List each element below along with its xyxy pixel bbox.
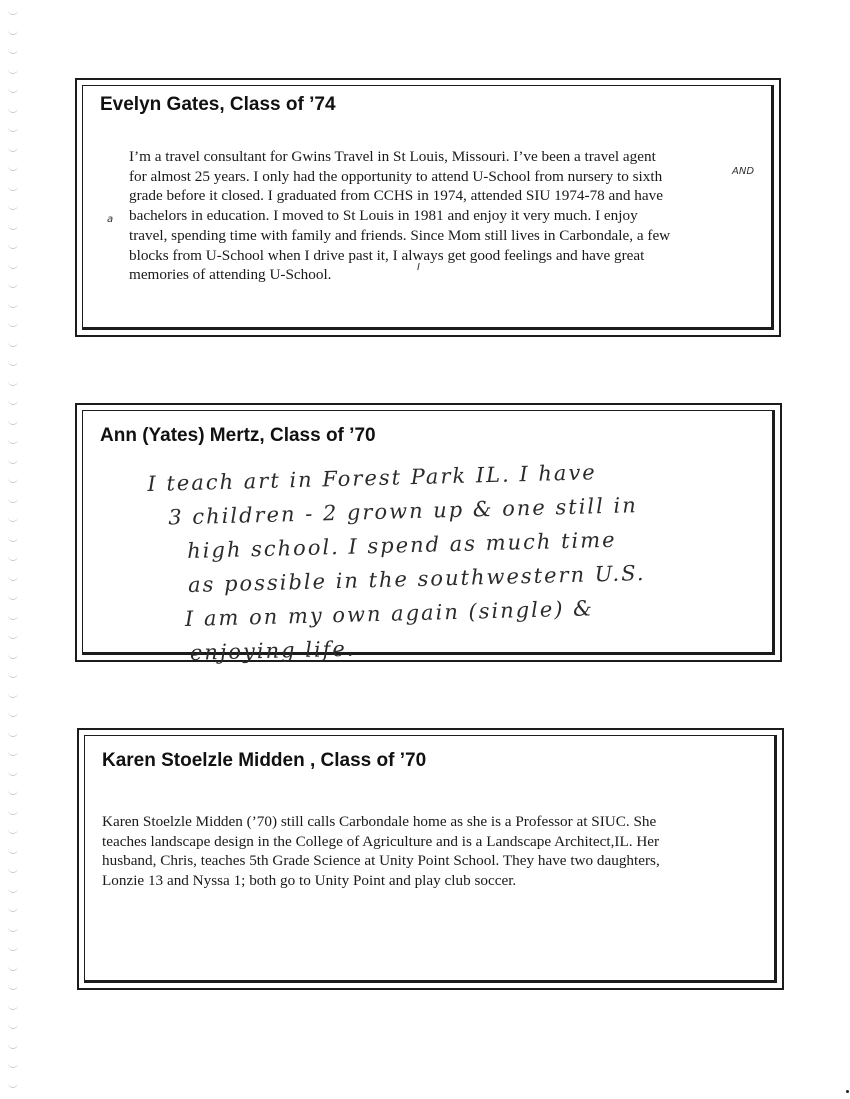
binder-hole-mark	[8, 808, 18, 815]
binder-hole-mark	[8, 145, 18, 152]
binder-hole-mark	[8, 1081, 18, 1088]
binder-hole-mark	[8, 1042, 18, 1049]
binder-hole-mark	[8, 86, 18, 93]
binder-hole-mark	[8, 301, 18, 308]
binder-hole-mark	[8, 671, 18, 678]
binder-hole-mark	[8, 827, 18, 834]
binder-hole-mark	[8, 398, 18, 405]
binder-hole-mark	[8, 457, 18, 464]
entry-heading: Ann (Yates) Mertz, Class of ’70	[100, 425, 376, 446]
handwritten-annotation: AND	[732, 166, 755, 177]
entry-card-ann-mertz	[75, 403, 782, 665]
binder-hole-mark	[8, 535, 18, 542]
handwritten-line: I teach art in Forest Park IL. I have	[147, 460, 597, 496]
scan-speck	[846, 1090, 849, 1093]
binder-hole-mark	[8, 184, 18, 191]
binder-hole-mark	[8, 8, 18, 15]
body-line: grade before it closed. I graduated from CCHS in 1974, attended SIU 1974-78 and have	[129, 187, 663, 205]
binder-edge	[0, 0, 26, 1099]
body-line: bachelors in education. I moved to St Louis in 1981 and enjoy it very much. I enjoy	[129, 207, 638, 225]
body-line: Karen Stoelzle Midden (’70) still calls Carbondale home as she is a Professor at SIUC. She	[102, 813, 657, 830]
binder-hole-mark	[8, 223, 18, 230]
handwritten-annotation: a	[107, 214, 114, 225]
binder-hole-mark	[8, 964, 18, 971]
binder-hole-mark	[8, 788, 18, 795]
binder-hole-mark	[8, 886, 18, 893]
binder-hole-mark	[8, 983, 18, 990]
binder-hole-mark	[8, 340, 18, 347]
binder-hole-mark	[8, 359, 18, 366]
binder-hole-mark	[8, 496, 18, 503]
binder-hole-mark	[8, 632, 18, 639]
body-line: Lonzie 13 and Nyssa 1; both go to Unity Point and play club soccer.	[102, 872, 517, 890]
binder-hole-mark	[8, 613, 18, 620]
body-line: blocks from U-School when I drive past it, I always get good feelings and have great	[129, 246, 645, 264]
binder-hole-mark	[8, 652, 18, 659]
binder-hole-mark	[8, 379, 18, 386]
binder-hole-mark	[8, 1022, 18, 1029]
binder-hole-mark	[8, 554, 18, 561]
body-line: memories of attending U-School.	[129, 266, 332, 284]
binder-hole-mark	[8, 1003, 18, 1010]
handwritten-line: I am on my own again (single) &	[184, 596, 595, 632]
binder-hole-mark	[8, 905, 18, 912]
binder-hole-mark	[8, 1061, 18, 1068]
binder-hole-mark	[8, 262, 18, 269]
entry-body-text	[102, 812, 660, 891]
binder-hole-mark	[8, 320, 18, 327]
entry-card-karen-midden	[77, 728, 784, 990]
binder-hole-mark	[8, 944, 18, 951]
binder-hole-mark	[8, 242, 18, 249]
body-line: I’m a travel consultant for Gwins Travel in St Louis, Missouri. I’ve been a travel agent	[129, 148, 656, 165]
binder-hole-mark	[8, 418, 18, 425]
binder-hole-mark	[8, 710, 18, 717]
binder-hole-mark	[8, 769, 18, 776]
binder-hole-mark	[8, 28, 18, 35]
binder-hole-mark	[8, 847, 18, 854]
binder-hole-mark	[8, 281, 18, 288]
body-line: travel, spending time with family and friends. Since Mom still lives in Carbondale, a few	[129, 226, 671, 244]
binder-hole-mark	[8, 925, 18, 932]
binder-hole-mark	[8, 47, 18, 54]
binder-hole-mark	[8, 691, 18, 698]
entry-heading: Karen Stoelzle Midden , Class of ’70	[102, 750, 427, 771]
binder-hole-mark	[8, 730, 18, 737]
binder-hole-mark	[8, 437, 18, 444]
body-line: for almost 25 years. I only had the opportunity to attend U-School from nursery to sixth	[129, 167, 663, 185]
handwritten-line: high school. I spend as much time	[186, 527, 617, 563]
binder-hole-mark	[8, 67, 18, 74]
handwritten-line: as possible in the southwestern U.S.	[187, 560, 646, 597]
body-line: teaches landscape design in the College of Agriculture and is a Landscape Architect,IL. Her	[102, 832, 660, 850]
entry-card-evelyn-gates	[75, 78, 781, 337]
handwritten-line: enjoying life.	[189, 636, 356, 665]
binder-hole-mark	[8, 515, 18, 522]
binder-hole-mark	[8, 574, 18, 581]
binder-hole-mark	[8, 203, 18, 210]
entry-heading: Evelyn Gates, Class of ’74	[100, 94, 336, 115]
binder-hole-mark	[8, 593, 18, 600]
body-line: husband, Chris, teaches 5th Grade Science at Unity Point School. They have two daughters,	[102, 852, 660, 870]
handwritten-annotation: I	[417, 262, 420, 273]
binder-hole-mark	[8, 106, 18, 113]
binder-hole-mark	[8, 164, 18, 171]
binder-hole-mark	[8, 749, 18, 756]
entry-body-text	[129, 147, 670, 285]
binder-hole-mark	[8, 866, 18, 873]
handwritten-line: 3 children - 2 grown up & one still in	[168, 493, 639, 530]
binder-hole-mark	[8, 125, 18, 132]
binder-hole-mark	[8, 476, 18, 483]
handwritten-note	[147, 454, 648, 671]
